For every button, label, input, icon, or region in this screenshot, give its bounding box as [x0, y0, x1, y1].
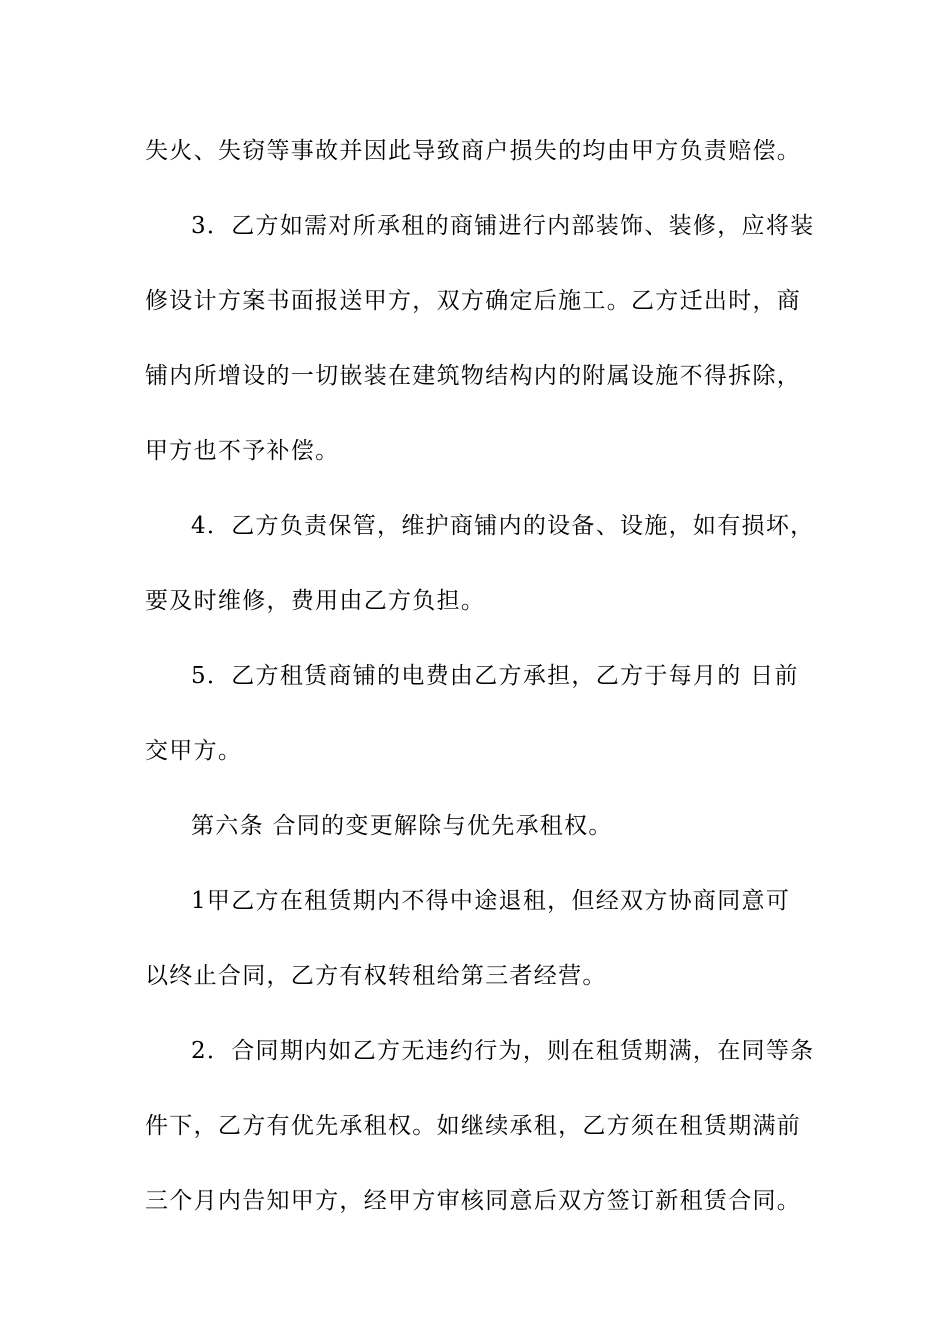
clause-3-line: 3．乙方如需对所承租的商铺进行内部装饰、装修，应将装	[191, 213, 815, 239]
article-6-clause-2-line: 2．合同期内如乙方无违约行为，则在租赁期满，在同等条	[191, 1038, 815, 1064]
article-6-clause-1-line: 1甲乙方在租赁期内不得中途退租，但经双方协商同意可	[191, 888, 791, 914]
text-line: 甲方也不予补偿。	[145, 438, 340, 464]
clause-4-line: 4．乙方负责保管，维护商铺内的设备、设施，如有损坏，	[191, 513, 815, 539]
article-6-heading: 第六条 合同的变更解除与优先承租权。	[191, 813, 613, 839]
contract-text	[145, 129, 815, 1254]
text-line: 修设计方案书面报送甲方，双方确定后施工。乙方迁出时，商	[145, 288, 802, 314]
text-line: 三个月内告知甲方，经甲方审核同意后双方签订新租赁合同。	[145, 1188, 802, 1214]
text-line: 要及时维修，费用由乙方负担。	[145, 588, 486, 614]
clause-5-line: 5．乙方租赁商铺的电费由乙方承担，乙方于每月的 日前	[191, 663, 799, 689]
text-line: 交甲方。	[145, 738, 243, 764]
text-line: 以终止合同，乙方有权转租给第三者经营。	[145, 963, 607, 989]
text-line: 件下，乙方有优先承租权。如继续承租，乙方须在租赁期满前	[145, 1113, 802, 1139]
text-line: 失火、失窃等事故并因此导致商户损失的均由甲方负责赔偿。	[145, 138, 802, 164]
text-line: 铺内所增设的一切嵌装在建筑物结构内的附属设施不得拆除，	[145, 363, 802, 389]
